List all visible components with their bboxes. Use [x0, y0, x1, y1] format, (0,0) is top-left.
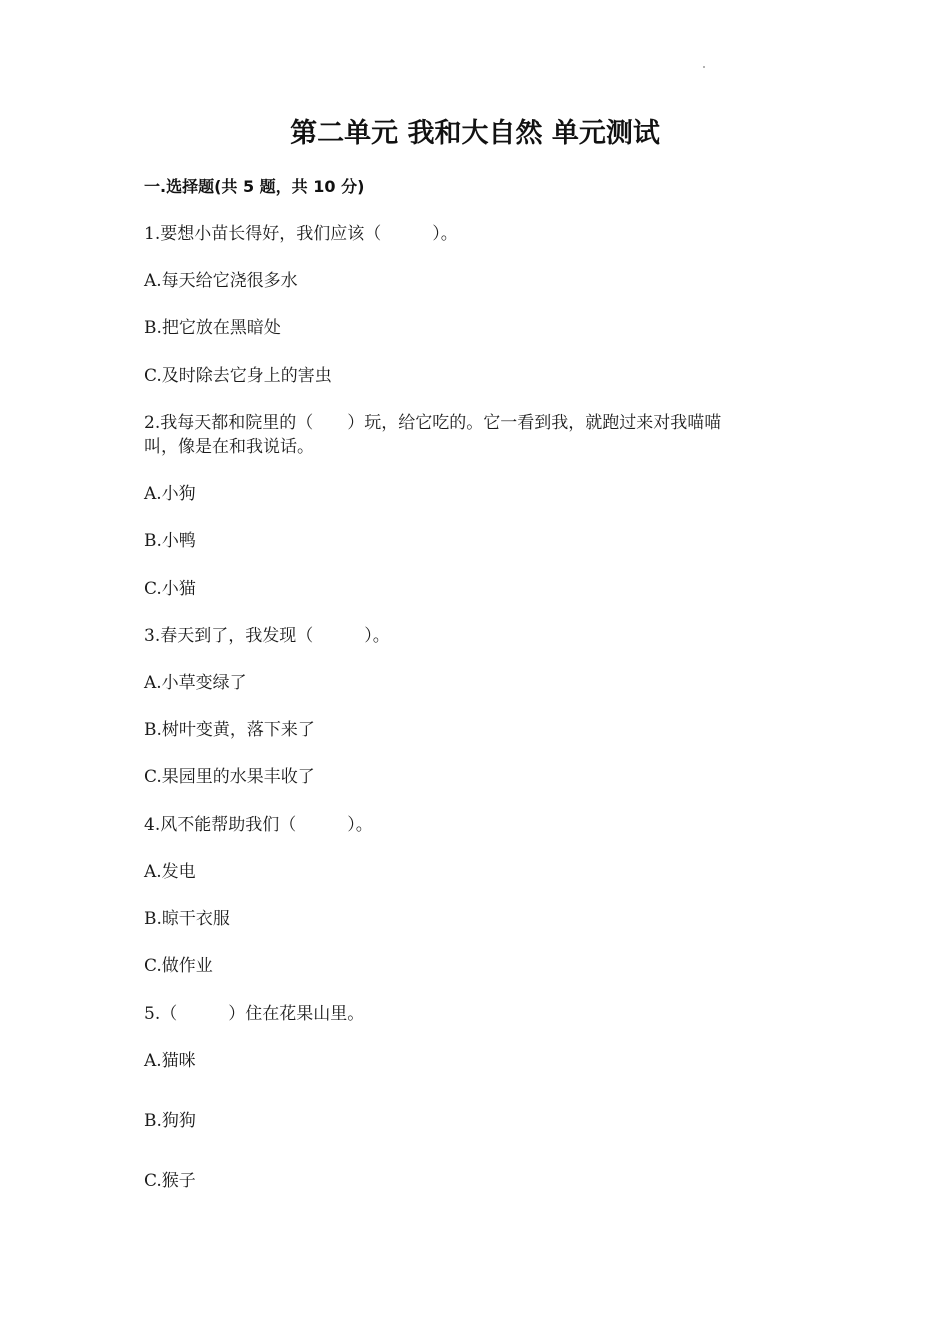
- question-1-stem: 1.要想小苗长得好，我们应该（ ）。: [144, 224, 458, 244]
- question-2-stem-line-1: 2.我每天都和院里的（ ）玩，给它吃的。它一看到我，就跑过来对我喵喵: [144, 413, 722, 433]
- question-5-option-c: C.猴子: [144, 1171, 196, 1191]
- question-3-stem: 3.春天到了，我发现（ ）。: [144, 626, 390, 646]
- question-2-option-b: B.小鸭: [144, 531, 196, 551]
- question-4-option-c: C.做作业: [144, 956, 213, 976]
- section-heading: 一.选择题(共 5 题，共 10 分): [144, 177, 365, 196]
- question-5-option-a: A.猫咪: [144, 1051, 196, 1071]
- scan-dot: [703, 66, 705, 68]
- question-2-option-c: C.小猫: [144, 579, 196, 599]
- page-title: 第二单元 我和大自然 单元测试: [290, 118, 660, 149]
- question-4-stem: 4.风不能帮助我们（ ）。: [144, 815, 373, 835]
- question-4-option-a: A.发电: [144, 862, 196, 882]
- question-1-option-a: A.每天给它浇很多水: [144, 271, 298, 291]
- question-5-option-b: B.狗狗: [144, 1111, 196, 1131]
- question-1-option-b: B.把它放在黑暗处: [144, 318, 281, 338]
- question-3-option-c: C.果园里的水果丰收了: [144, 767, 315, 787]
- question-2-stem-line-2: 叫，像是在和我说话。: [144, 437, 314, 457]
- question-1-option-c: C.及时除去它身上的害虫: [144, 366, 332, 386]
- question-2-option-a: A.小狗: [144, 484, 196, 504]
- question-3-option-a: A.小草变绿了: [144, 673, 247, 693]
- question-5-stem: 5.（ ）住在花果山里。: [144, 1004, 365, 1024]
- question-4-option-b: B.晾干衣服: [144, 909, 230, 929]
- question-3-option-b: B.树叶变黄，落下来了: [144, 720, 315, 740]
